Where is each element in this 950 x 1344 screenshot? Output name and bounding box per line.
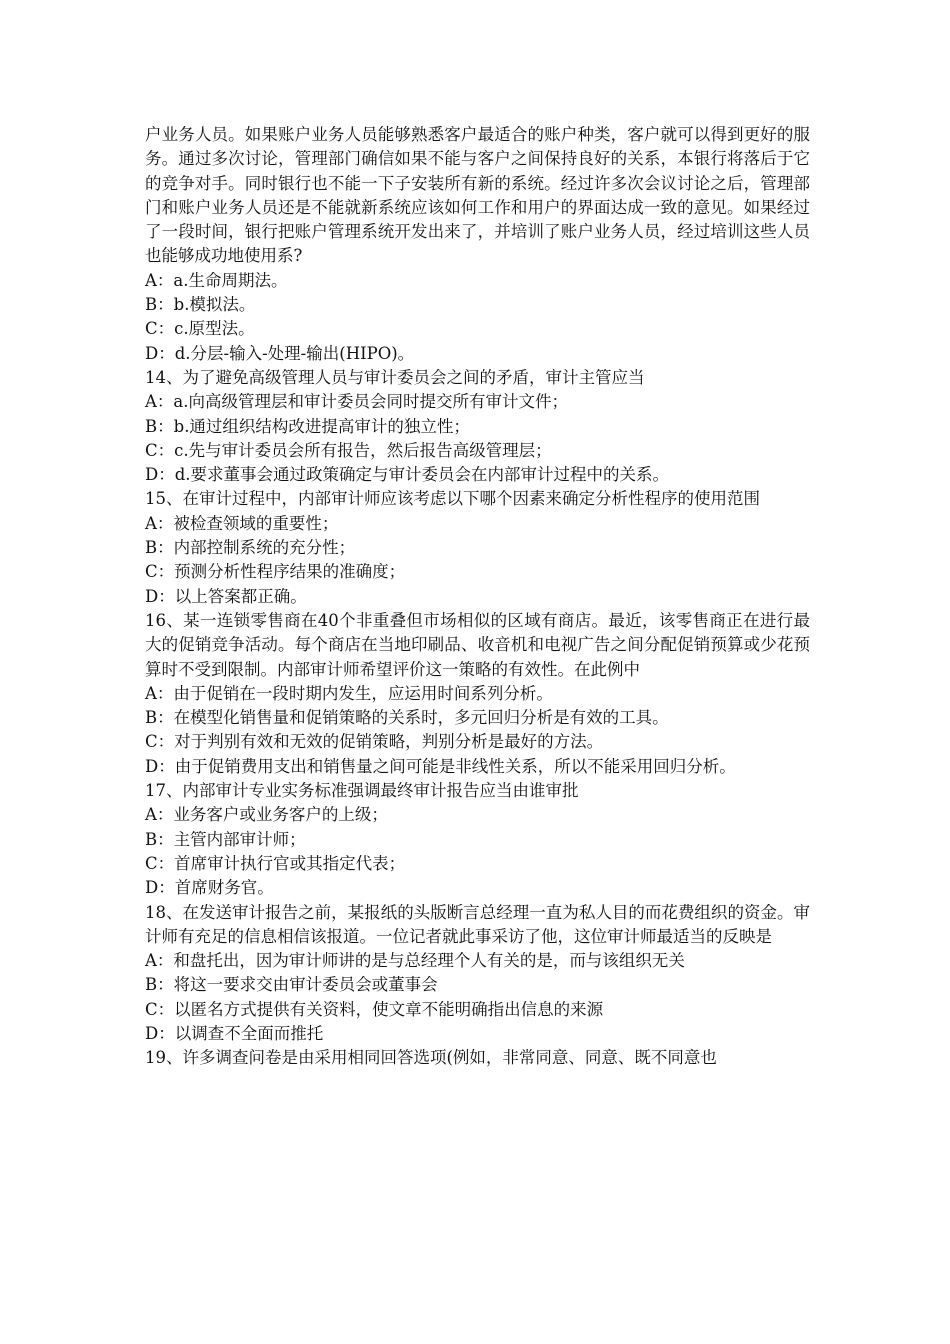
question-15-option-a: A：被检查领域的重要性； [145,513,339,533]
document-page [145,123,810,1071]
question-14-option-d: D：d.要求董事会通过政策确定与审计委员会在内部审计过程中的关系。 [145,465,670,485]
question-15-option-b: B：内部控制系统的充分性； [145,538,356,558]
intro-paragraph: 户业务人员。如果账户业务人员能够熟悉客户最适合的账户种类，客户就可以得到更好的服务。通过多次讨论，管理部门确信如果不能与客户之间保持良好的关系，本银行将落后于它的竞争对手。同时银行也不能一下子安装所有新的系统。经过许多次会议讨论之后，管理部门和账户业务人员还是不能就新系统应该如何工作和用户的界面达成一致的意见。如果经过了一段时间，银行把账户管理系统开发出来了，并培训了账户业务人员，经过培训这些人员也能够成功地使用系? [145,125,810,266]
intro-option-c: C：c.原型法。 [145,319,255,339]
question-17-option-a: A：业务客户或业务客户的上级； [145,805,388,825]
question-17-option-d: D：首席财务官。 [145,878,274,898]
question-16-stem: 16、某一连锁零售商在40个非重叠但市场相似的区域有商店。最近，该零售商正在进行最大的促销竞争活动。每个商店在当地印刷品、收音机和电视广告之间分配促销预算或少花预算时不受到限制。内部审计师希望评价这一策略的有效性。在此例中 [145,610,810,679]
question-15-stem: 15、在审计过程中，内部审计师应该考虑以下哪个因素来确定分析性程序的使用范围 [145,489,760,509]
question-18-option-d: D：以调查不全面而推托 [145,1023,324,1043]
question-16-option-a: A：由于促销在一段时期内发生，应运用时间系列分析。 [145,683,553,703]
question-14-option-a: A：a.向高级管理层和审计委员会同时提交所有审计文件； [145,392,568,412]
question-17-option-b: B：主管内部审计师； [145,829,306,849]
question-18-stem: 18、在发送审计报告之前，某报纸的头版断言总经理一直为私人目的而花费组织的资金。审计师有充足的信息相信该报道。一位记者就此事采访了他，这位审计师最适当的反映是 [145,902,810,946]
question-14-option-b: B：b.通过组织结构改进提高审计的独立性； [145,416,470,436]
question-16-option-c: C：对于判别有效和无效的促销策略，判别分析是最好的方法。 [145,732,604,752]
question-16-option-b: B：在模型化销售量和促销策略的关系时，多元回归分析是有效的工具。 [145,708,669,728]
question-18-option-b: B：将这一要求交由审计委员会或董事会 [145,975,438,995]
question-15-option-c: C：预测分析性程序结果的准确度； [145,562,406,582]
question-17-stem: 17、内部审计专业实务标准强调最终审计报告应当由谁审批 [145,781,579,801]
question-18-option-c: C：以匿名方式提供有关资料，使文章不能明确指出信息的来源 [145,999,604,1019]
question-18-option-a: A：和盘托出，因为审计师讲的是与总经理个人有关的是，而与该组织无关 [145,951,685,971]
question-15-option-d: D：以上答案都正确。 [145,586,307,606]
question-16-option-d: D：由于促销费用支出和销售量之间可能是非线性关系，所以不能采用回归分析。 [145,756,736,776]
question-14-option-c: C：c.先与审计委员会所有报告，然后报告高级管理层； [145,440,552,460]
question-19-stem: 19、许多调查问卷是由采用相同回答选项(例如，非常同意、同意、既不同意也 [145,1048,717,1068]
intro-option-b: B：b.模拟法。 [145,295,256,315]
question-17-option-c: C：首席审计执行官或其指定代表； [145,853,406,873]
question-14-stem: 14、为了避免高级管理人员与审计委员会之间的矛盾，审计主管应当 [145,367,645,387]
intro-option-a: A：a.生命周期法。 [145,270,288,290]
intro-option-d: D：d.分层-输入-处理-输出(HIPO)。 [145,343,415,363]
